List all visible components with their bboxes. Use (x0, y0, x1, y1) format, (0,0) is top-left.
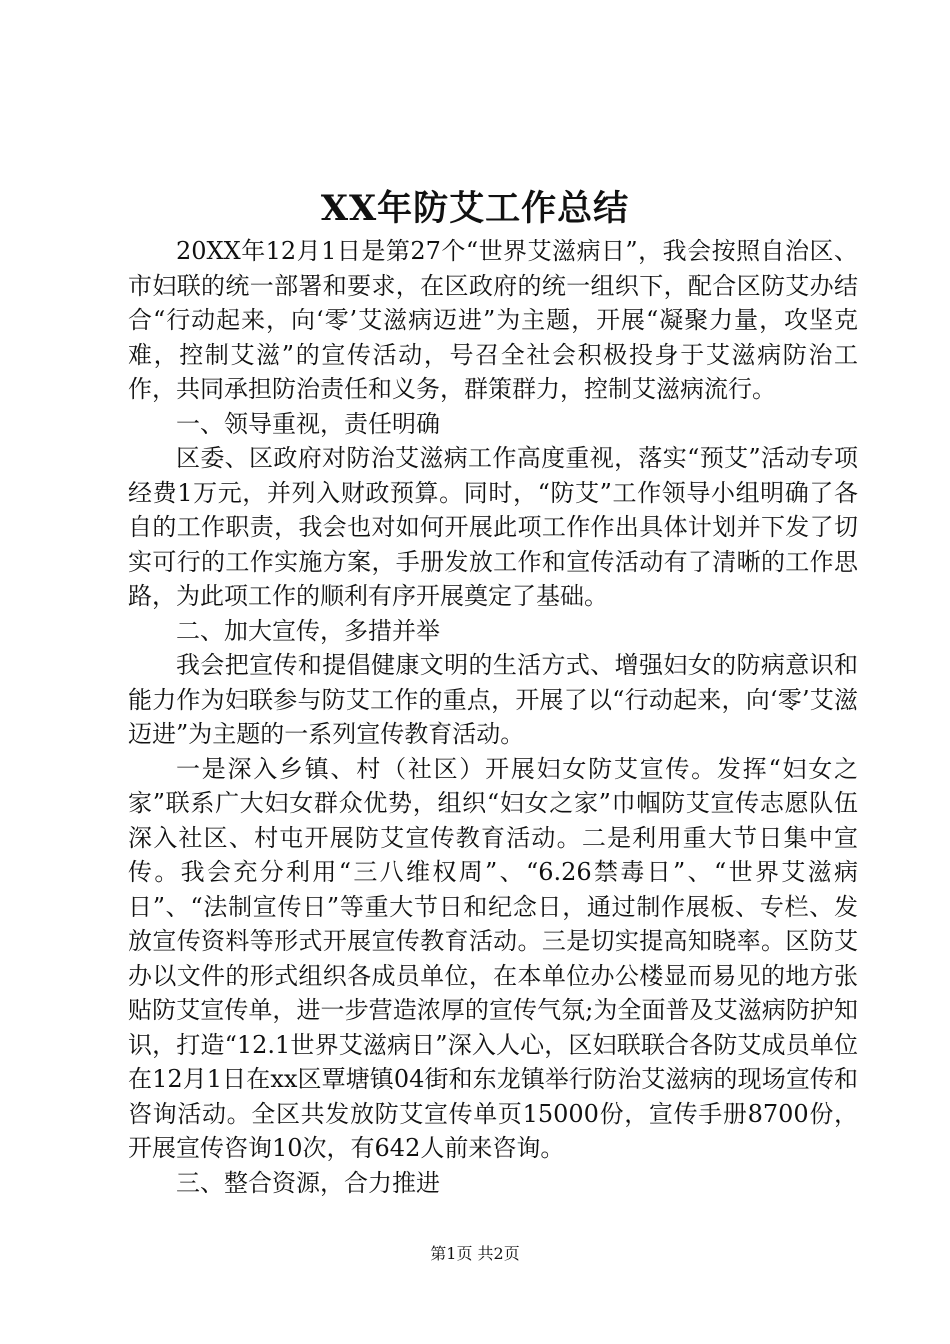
page-footer: 第1页 共2页 (430, 1244, 520, 1263)
section-2-paragraph-1: 我会把宣传和提倡健康文明的生活方式、增强妇女的防病意识和能力作为妇联参与防艾工作的重点，开展了以“行动起来，向‘零’艾滋迈进”为主题的一系列宣传教育活动。 (128, 651, 858, 748)
section-1-paragraph: 区委、区政府对防治艾滋病工作高度重视，落实“预艾”活动专项经费1万元，并列入财政预算。同时，“防艾”工作领导小组明确了各自的工作职责，我会也对如何开展此项工作作出具体计划并下发了切实可行的工作实施方案，手册发放工作和宣传活动有了清晰的工作思路，为此项工作的顺利有序开展奠定了基础。 (128, 444, 858, 610)
section-heading-3: 三、整合资源，合力推进 (176, 1168, 440, 1197)
section-heading-1: 一、领导重视，责任明确 (176, 409, 440, 438)
document-body (128, 234, 858, 1200)
section-heading-2: 二、加大宣传，多措并举 (176, 616, 440, 645)
document-title: XX年防艾工作总结 (320, 188, 630, 229)
intro-paragraph: 20XX年12月1日是第27个“世界艾滋病日”，我会按照自治区、市妇联的统一部署和要求，在区政府的统一组织下，配合区防艾办结合“行动起来，向‘零’艾滋病迈进”为主题，开展“凝聚力量，攻坚克难，控制艾滋”的宣传活动，号召全社会积极投身于艾滋病防治工作，共同承担防治责任和义务，群策群力，控制艾滋病流行。 (128, 237, 858, 403)
section-2-paragraph-2: 一是深入乡镇、村（社区）开展妇女防艾宣传。发挥“妇女之家”联系广大妇女群众优势，组织“妇女之家”巾帼防艾宣传志愿队伍深入社区、村屯开展防艾宣传教育活动。二是利用重大节日集中宣传。我会充分利用“三八维权周”、“6.26禁毒日”、“世界艾滋病日”、“法制宣传日”等重大节日和纪念日，通过制作展板、专栏、发放宣传资料等形式开展宣传教育活动。三是切实提高知晓率。区防艾办以文件的形式组织各成员单位，在本单位办公楼显而易见的地方张贴防艾宣传单，进一步营造浓厚的宣传气氛;为全面普及艾滋病防护知识，打造“12.1世界艾滋病日”深入人心，区妇联联合各防艾成员单位在12月1日在xx区覃塘镇04街和东龙镇举行防治艾滋病的现场宣传和咨询活动。全区共发放防艾宣传单页15000份，宣传手册8700份，开展宣传咨询10次，有642人前来咨询。 (128, 754, 858, 1162)
